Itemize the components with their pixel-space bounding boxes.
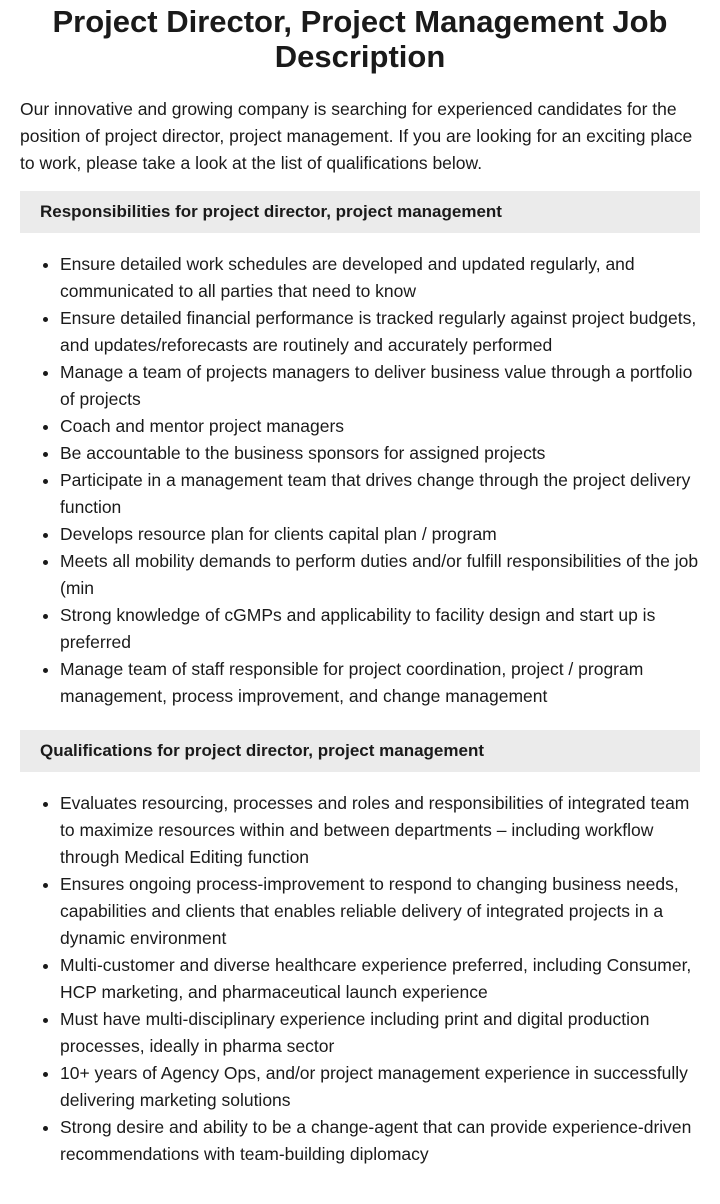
section-list (20, 251, 700, 710)
list-item: • Manage a team of projects managers to deliver business value through a portfolio of projects (60, 359, 700, 413)
list-item: • Must have multi-disciplinary experience including print and digital production processes, ideally in pharma sector (60, 1006, 700, 1060)
section-heading: Qualifications for project director, project management (20, 730, 700, 772)
list-item: • Meets all mobility demands to perform duties and/or fulfill responsibilities of the job (min (60, 548, 700, 602)
list-item: • Ensures ongoing process-improvement to respond to changing business needs, capabilities and clients that enables reliable delivery of integrated projects in a dynamic environment (60, 871, 700, 952)
list-item: • Ensure detailed work schedules are developed and updated regularly, and communicated to all parties that need to know (60, 251, 700, 305)
list-item: • Participate in a management team that drives change through the project delivery function (60, 467, 700, 521)
list-item: • Evaluates resourcing, processes and roles and responsibilities of integrated team to maximize resources within and between departments – including workflow through Medical Editing function (60, 790, 700, 871)
list-item: • Be accountable to the business sponsors for assigned projects (60, 440, 700, 467)
list-item: • Coach and mentor project managers (60, 413, 700, 440)
page-title: Project Director, Project Management Job Description (52, 4, 668, 74)
list-item: • 10+ years of Agency Ops, and/or project management experience in successfully delivering marketing solutions (60, 1060, 700, 1114)
list-item: • Develops resource plan for clients capital plan / program (60, 521, 700, 548)
list-item: • Strong desire and ability to be a change-agent that can provide experience-driven recommendations with team-building diplomacy (60, 1114, 700, 1168)
section-list (20, 790, 700, 1168)
intro-text: Our innovative and growing company is searching for experienced candidates for the position of project director, project management. If you are looking for an exciting place to work, please take a look at the list of qualifications below. (20, 99, 693, 173)
list-item: • Ensure detailed financial performance is tracked regularly against project budgets, and updates/reforecasts are routinely and accurately performed (60, 305, 700, 359)
list-item: • Manage team of staff responsible for project coordination, project / program management, process improvement, and change management (60, 656, 700, 710)
list-item: • Multi-customer and diverse healthcare experience preferred, including Consumer, HCP marketing, and pharmaceutical launch experience (60, 952, 700, 1006)
list-item: • Strong knowledge of cGMPs and applicability to facility design and start up is preferred (60, 602, 700, 656)
section-heading: Responsibilities for project director, project management (20, 191, 700, 233)
